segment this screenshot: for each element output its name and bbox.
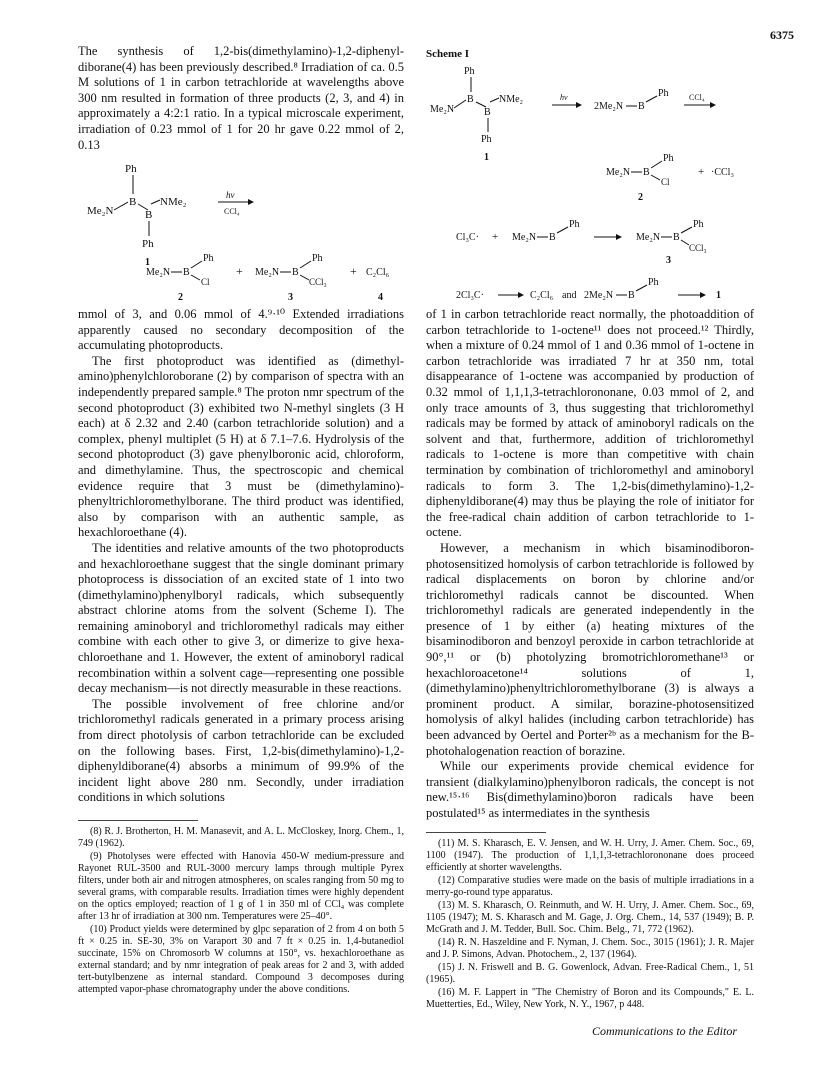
- chem-nme2: NMe₂: [499, 94, 524, 105]
- chem-ph: Ph: [658, 88, 669, 99]
- chem-ph: Ph: [464, 66, 475, 77]
- chem-ccl3-radical: ·CCl₃: [711, 167, 734, 178]
- paragraph: The first photoproduct was identified as (dimethylamino)phenylchloroborane (2) by comparison of spectra with an independently prepared sample.⁸ The proton nmr spectrum of the second photoproduct (3) exhibited two N-methyl singlets (3 H each) at δ 2.32 and 2.40 (carbon tetrachloride solution) and a complex, phenyl multiplet (5 H) at δ 7.1–7.6. Hydrolysis of the second photoproduct (3) gave phenylboronic acid, chloroform, and dimethylamine. Thus, the spectroscopic and chemical evidence require that 3 must be (dimethylamino)phenyltrichloromethylborane. The third product was identified, also by comparison with an authentic sample, as hexachloroethane (4).: [78, 353, 404, 540]
- footnotes-right: [426, 838, 754, 1012]
- chem-ph: Ph: [569, 219, 580, 230]
- chem-b: B: [129, 196, 137, 208]
- paragraph: However, a mechanism in which bisaminodiboron-photosensitized homolysis of carbon tetrachloride is followed by radical displacements on boron by chlorine and/or trichloromethyl radicals cannot be discounted. When trichloromethyl radicals are generated independently in the presence of 1 by either (a) heating mixtures of the bisaminodiboron and benzoyl peroxide in carbon tetrachloride at 90°,¹¹ or (b) photolyzing bromotrichloromethane¹³ or hexachloroacetone¹⁴ solutions of 1, (dimethylamino)phenyltrichloromethylborane (3) is always a prominent product. A similar, borazine-photosensitized homolysis of alkyl halides (including carbon tetrachloride) has been advanced by Oertel and Porter²ᵇ as a mechanism for the B-photohalogenation reaction of borazine.: [426, 540, 754, 758]
- chem-me2n: Me₂N: [606, 167, 631, 178]
- chem-b: B: [484, 107, 491, 118]
- paragraph: mmol of 3, and 0.06 mmol of 4.⁹·¹⁰ Extended irradiations apparently caused no secondary decomposition of the accumulating photoproducts.: [78, 307, 404, 353]
- page-number: 6375: [770, 28, 794, 42]
- chem-plus: +: [350, 264, 357, 278]
- compound-label-2: 2: [178, 292, 183, 303]
- chem-hv: hν: [560, 93, 568, 102]
- chem-ccl4: CCl₄: [224, 207, 240, 216]
- footnote: (11) M. S. Kharasch, E. V. Jensen, and W. H. Urry, J. Amer. Chem. Soc., 69, 1100 (1947). The production of 1,1,1,3-tetrachlorononane does proceed efficiently at shorter wavelengths.: [426, 838, 754, 873]
- chem-me2n: Me₂N: [255, 267, 280, 278]
- chem-cl: Cl: [661, 177, 670, 187]
- footnote: (10) Product yields were determined by glpc separation of 2 from 4 on both 5 ft × 0.25 in. SE-30, 3% on Varaport 30 and 7 ft × 0.25 in. 1,4-butanediol succinate, 15% on Chromosorb W columns at 150°, vs. hexachloroethane as external standard; and by nmr integration of peak areas for 2 and 3, with added tert-butylbenzene as internal standard. Compound 3 decomposes during attempted vapor-phase chromatography under the above conditions.: [78, 924, 404, 995]
- chem-me2n: Me₂N: [430, 104, 455, 115]
- chem-and: and: [562, 290, 577, 301]
- chem-plus: +: [492, 231, 499, 243]
- chem-b: B: [549, 232, 556, 243]
- chem-plus: +: [236, 264, 243, 278]
- chem-plus: +: [698, 166, 705, 178]
- paragraph: of 1 in carbon tetrachloride react normally, the photoaddition of carbon tetrachloride to 1-octene¹¹ does not proceed.¹² Thirdly, when a mixture of 0.24 mmol of 1 and 0.36 mmol of 1-octene in carbon tetrachloride was irradiated 7 hr at 350 nm, total disappearance of 1-octene was accompanied by production of 0.32 mmol of 1,1,1,3-tetrachlorononane, 0.03 mmol of 2, and only trace amounts of 3, thus suggesting that trichloromethyl radicals may be formed by attack of aminoboryl radicals on the solvent and that, furthermore, addition of trichloromethyl radicals to 1-octene is more than competitive with chain termination by combination of trichloromethyl and aminoboryl radicals to form 3. The 1,2-bis(dimethylamino)-1,2-diphenyldiborane(4) may thus be playing the role of initiator for the free-radical chain addition of carbon tetrachloride to 1-octene.: [426, 307, 754, 540]
- chem-me2n: Me₂N: [636, 232, 661, 243]
- footnote: (9) Photolyses were effected with Hanovia 450-W medium-pressure and Rayonet RUL-3500 and RUL-3000 mercury lamps through multiple Pyrex filters, under both air and nitrogen atmospheres, on scales ranging from 50 mg to several grams, with comparable results. Irradiation times were highly dependent on the optics employed; reaction of 1 g of 1 in 350 ml of CCl₄ was complete after 13 hr of irradiation at 300 nm. Temperatures were 25–40°.: [78, 851, 404, 922]
- chem-c2cl6: C₂Cl₆: [366, 267, 390, 278]
- paragraph: While our experiments provide chemical evidence for transient (dialkylamino)phenylboron radicals, the concept is not new.¹⁵·¹⁶ Bis(dimethylamino)boron radicals have been postulated¹⁵ as intermediates in the synthesis: [426, 759, 754, 820]
- footnote-rule: [426, 832, 546, 833]
- chem-b: B: [145, 209, 153, 221]
- compound-label-1: 1: [484, 152, 489, 163]
- footnote: (8) R. J. Brotherton, H. M. Manasevit, and A. L. McCloskey, Inorg. Chem., 1, 749 (1962).: [78, 826, 404, 849]
- chem-two-cl3c-radical: 2Cl₃C·: [456, 290, 484, 301]
- paragraph: The possible involvement of free chlorine and/or trichloromethyl radicals generated in a primary process arising from direct photolysis of carbon tetrachloride can be excluded on the following bases. First, 1,2-bis(dimethylamino)-1,2-diphenyldiborane(4) absorbs a minimum of 99.9% of the incident light above 280 nm. Secondly, under irradiation conditions in which solutions: [78, 696, 404, 805]
- chem-me2n: Me₂N: [146, 267, 171, 278]
- chem-ph: Ph: [142, 238, 154, 250]
- footnotes-left: [78, 826, 404, 997]
- page-footer: Communications to the Editor: [592, 1024, 737, 1038]
- chem-ph: Ph: [648, 277, 659, 288]
- scheme-title: Scheme I: [426, 48, 470, 60]
- chem-cl3c-radical: Cl₃C·: [456, 232, 479, 243]
- right-column: [426, 307, 754, 822]
- compound-label-4: 4: [378, 292, 383, 303]
- footnote: (15) J. N. Friswell and B. G. Gowenlock, Advan. Free-Radical Chem., 1, 51 (1965).: [426, 962, 754, 985]
- chem-ph: Ph: [125, 163, 137, 175]
- compound-label-3: 3: [666, 255, 671, 266]
- chem-b: B: [643, 167, 650, 178]
- left-column-top: [78, 44, 404, 153]
- chem-c2cl6: C₂Cl₆: [530, 290, 554, 301]
- compound-label-2: 2: [638, 192, 643, 203]
- footnote: (12) Comparative studies were made on the basis of multiple irradiations in a merry-go-round type apparatus.: [426, 875, 754, 898]
- chem-nme2: NMe₂: [160, 196, 187, 208]
- paragraph: The synthesis of 1,2-bis(dimethylamino)-1,2-diphenyldiborane(4) has been previously described.⁸ Irradiation of ca. 0.5 M solutions of 1 in carbon tetrachloride at wavelengths above 300 nm resulted in formation of three products (2, 3, and 4) in approximately a 4:2:1 ratio. In a typical microscale experiment, irradiation of 0.23 mmol of 1 for 20 hr gave 0.22 mmol of 2, 0.13: [78, 44, 404, 152]
- chem-b: B: [673, 232, 680, 243]
- chem-b: B: [292, 267, 299, 278]
- chem-b: B: [628, 290, 635, 301]
- chem-me2n: Me₂N: [87, 205, 114, 217]
- chem-b: B: [183, 267, 190, 278]
- chem-ccl3: CCl₃: [309, 277, 327, 287]
- chem-b: B: [638, 101, 645, 112]
- chem-me2n: Me₂N: [512, 232, 537, 243]
- paragraph: The identities and relative amounts of the two photoproducts and hexachloroethane suggest that the single dominant primary photoprocess is dissociation of an excited state of 1 into two (dimethylamino)phenylboryl radicals, which subsequently abstract chlorine atoms from the solvent (Scheme I). The remaining aminoboryl and trichloromethyl radicals may either combine with each other to give 3, or dimerize to give hexachloroethane and 1. However, the extent of aminoboryl radical recombination within a solvent cage—representing one possible decay mechanism—is not directly measurable in these reactions.: [78, 540, 404, 696]
- scheme-1-diagram: [426, 62, 756, 302]
- chem-ccl3: CCl₃: [689, 243, 707, 253]
- chem-ph: Ph: [203, 253, 214, 264]
- chem-cl: Cl: [201, 277, 210, 287]
- chem-b: B: [467, 94, 474, 105]
- chem-ccl4: CCl₄: [689, 93, 705, 102]
- compound-label-3: 3: [288, 292, 293, 303]
- footnote: (14) R. N. Haszeldine and F. Nyman, J. Chem. Soc., 3015 (1961); J. R. Majer and J. P. Simons, Advan. Photochem., 2, 137 (1964).: [426, 937, 754, 960]
- left-reaction-diagram: [78, 158, 408, 303]
- chem-two-me2n: 2Me₂N: [584, 290, 614, 301]
- footnote: (13) M. S. Kharasch, O. Reinmuth, and W. H. Urry, J. Amer. Chem. Soc., 69, 1105 (1947); M. S. Kharasch and M. Gage, J. Org. Chem., 14, 537 (1949); B. P. McGrath and J. M. Tedder, Bull. Soc. Chim. Belg., 71, 772 (1962).: [426, 900, 754, 935]
- chem-hv: hν: [226, 190, 235, 200]
- chem-ph: Ph: [693, 219, 704, 230]
- compound-label-1: 1: [145, 257, 150, 268]
- chem-ph: Ph: [312, 253, 323, 264]
- chem-ph: Ph: [663, 153, 674, 164]
- compound-label-1: 1: [716, 290, 721, 301]
- left-column-bottom: [78, 307, 404, 806]
- footnote: (16) M. F. Lappert in "The Chemistry of Boron and its Compounds," E. L. Muetterties, Ed., Wiley, New York, N. Y., 1967, p 448.: [426, 987, 754, 1010]
- footnote-rule: [78, 820, 198, 821]
- chem-two-me2n: 2Me₂N: [594, 101, 624, 112]
- chem-ph: Ph: [481, 134, 492, 145]
